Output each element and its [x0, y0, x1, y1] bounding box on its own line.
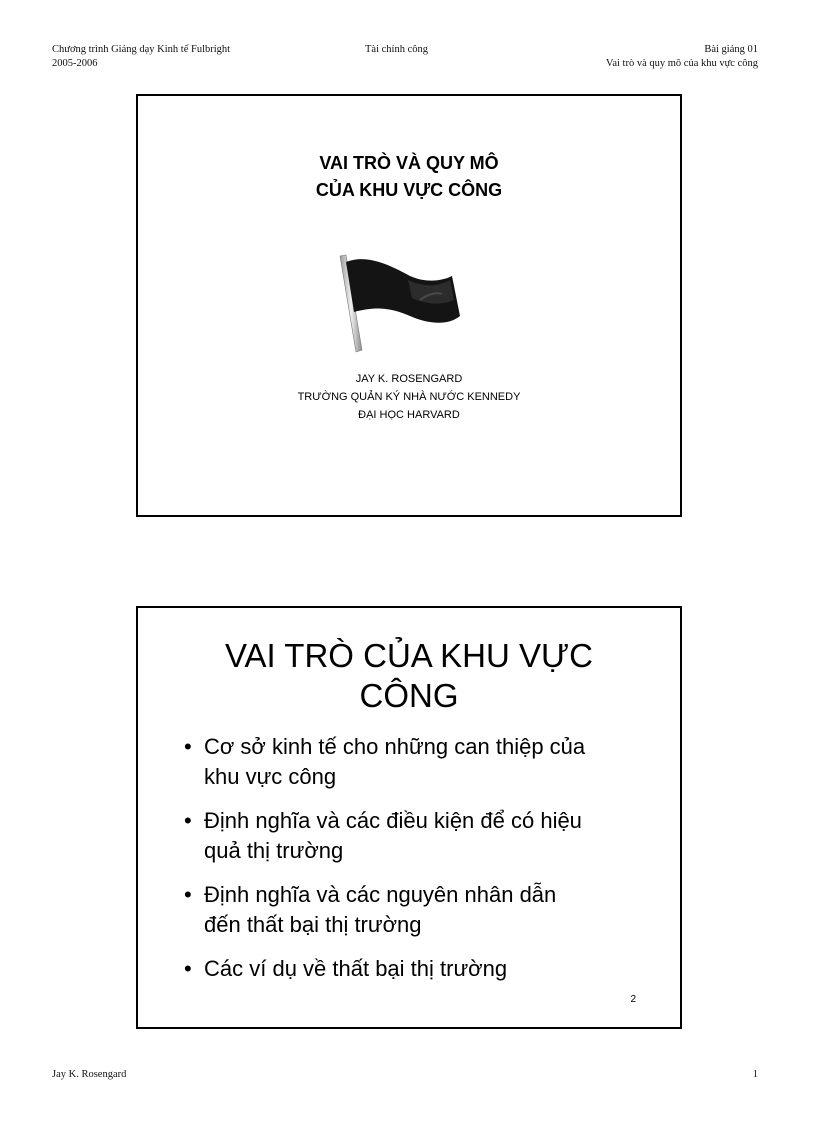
bullet-dot: • [184, 882, 192, 907]
slide-2-title-line: CÔNG [359, 677, 459, 714]
program-name: Chương trình Giảng dạy Kinh tế Fulbright [52, 44, 231, 55]
slide-1 [136, 94, 682, 517]
footer-author: Jay K. Rosengard [52, 1069, 127, 1080]
bullet-text: Định nghĩa và các nguyên nhân dẫn [204, 882, 557, 907]
bullet-item [184, 880, 644, 940]
slide-1-title [138, 150, 680, 204]
header-right [606, 43, 758, 71]
bullet-text: Cơ sở kinh tế cho những can thiệp của [204, 734, 586, 759]
academic-year: 2005-2006 [52, 58, 98, 69]
slide-1-title-line: VAI TRÒ VÀ QUY MÔ [319, 153, 499, 173]
bullet-item [184, 732, 644, 792]
lecture-number: Bài giảng 01 [704, 44, 758, 55]
slide-2-title [138, 636, 680, 716]
course-name: Tài chính công [365, 44, 428, 55]
bullet-dot: • [184, 808, 192, 833]
bullet-list [184, 732, 644, 998]
bullet-dot: • [184, 956, 192, 981]
bullet-item [184, 954, 644, 984]
header-left [52, 43, 230, 71]
slide-1-title-line: CỦA KHU VỰC CÔNG [315, 180, 503, 200]
slide-2 [136, 606, 682, 1029]
bullet-item [184, 806, 644, 866]
slide-2-title-line: VAI TRÒ CỦA KHU VỰC [224, 637, 594, 674]
bullet-dot: • [184, 734, 192, 759]
bullet-text: đến thất bại thị trường [204, 912, 422, 937]
flag-icon [336, 254, 466, 354]
bullet-text: khu vực công [204, 764, 337, 789]
slide-1-author [138, 370, 680, 424]
bullet-text: Định nghĩa và các điều kiện để có hiệu [204, 808, 582, 833]
page-number: 1 [752, 1069, 758, 1080]
bullet-text: quả thị trường [204, 838, 344, 863]
bullet-text: Các ví dụ về thất bại thị trường [204, 956, 508, 981]
lecture-title: Vai trò và quy mô của khu vực công [605, 58, 758, 69]
author-university: ĐẠI HỌC HARVARD [358, 409, 460, 421]
slide-number: 2 [630, 994, 636, 1005]
author-name: JAY K. ROSENGARD [355, 373, 463, 385]
author-school: TRƯỜNG QUẢN KÝ NHÀ NƯỚC KENNEDY [297, 391, 521, 403]
